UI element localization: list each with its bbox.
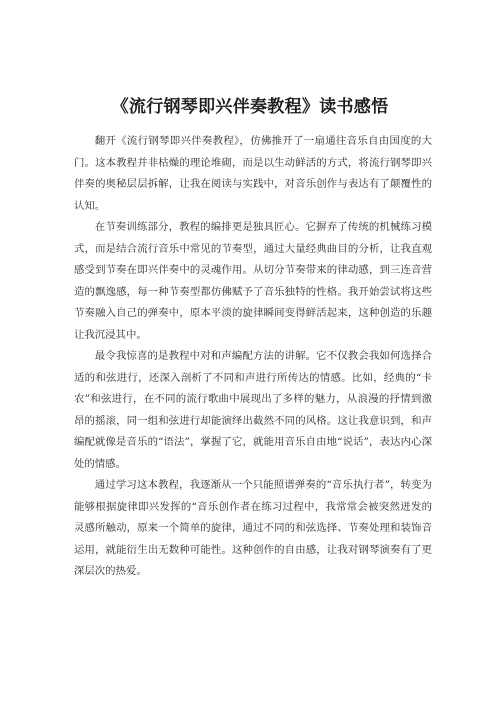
paragraph-1: 翻开《流行钢琴即兴伴奏教程》，仿佛推开了一扇通往音乐自由国度的大门。这本教程并非枯燥的理论堆砌，而是以生动鲜活的方式，将流行钢琴即兴伴奏的奥秘层层拆解，让我在阅读与实践中，对音乐创作与表达有了颠覆性的认知。 bbox=[74, 135, 432, 212]
paragraph-3: 最令我惊喜的是教程中对和声编配方法的讲解。它不仅教会我如何选择合适的和弦进行，还深入剖析了不同和声进行所传达的情感。比如，经典的“卡农”和弦进行，在不同的流行歌曲中展现出了多样的魅力，从浪漫的抒情到激昂的摇滚，同一组和弦进行却能演绎出截然不同的风格。这让我意识到，和声编配就像是音乐的“语法”，掌握了它，就能用音乐自由地“说话”，表达内心深处的情感。 bbox=[74, 350, 432, 470]
document-title: 《流行钢琴即兴伴奏教程》读书感悟 bbox=[111, 97, 389, 117]
paragraph-2: 在节奏训练部分，教程的编排更是独具匠心。它摒弃了传统的机械练习模式，而是结合流行音乐中常见的节奏型，通过大量经典曲目的分析，让我直观感受到节奏在即兴伴奏中的灵魂作用。从切分节奏带来的律动感，到三连音营造的飘逸感，每一种节奏型都仿佛赋予了音乐独特的性格。我开始尝试将这些节奏融入自己的弹奏中，原本平淡的旋律瞬间变得鲜活起来，这种创造的乐趣让我沉浸其中。 bbox=[74, 221, 432, 341]
paragraph-4: 通过学习这本教程，我逐渐从一个只能照谱弹奏的“音乐执行者”，转变为能够根据旋律即兴发挥的“音乐创作者在练习过程中，我常常会被突然迸发的灵感所触动，原来一个简单的旋律，通过不同的和弦选择、节奏处理和装饰音运用，就能衍生出无数种可能性。这种创作的自由感，让我对钢琴演奏有了更深层次的热爱。 bbox=[74, 479, 432, 577]
document-body bbox=[74, 131, 432, 583]
